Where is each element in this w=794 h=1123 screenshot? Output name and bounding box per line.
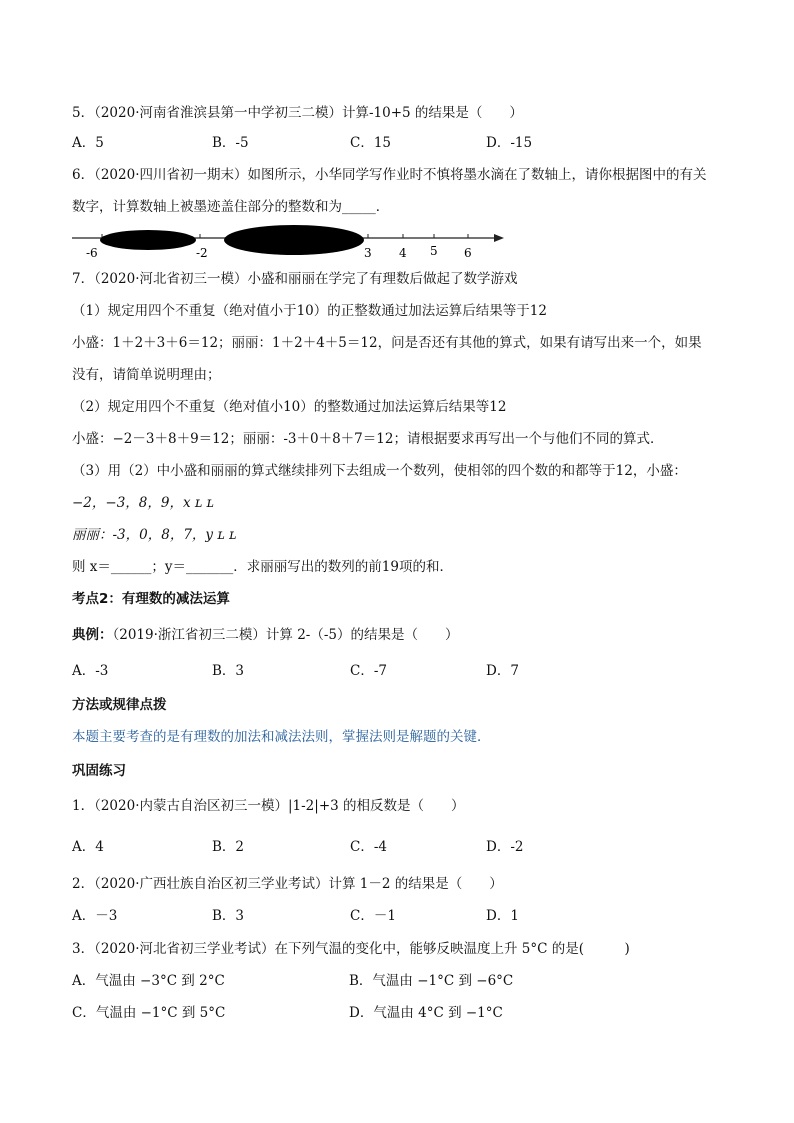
example-stem (72, 626, 459, 644)
q5-option-c: C．15 (350, 135, 392, 151)
number-line-figure (72, 222, 512, 262)
method-title: 方法或规律点拨 (72, 697, 167, 713)
practice-title: 巩固练习 (72, 763, 126, 779)
p1-option-b: B．2 (212, 839, 245, 855)
number-line-svg (72, 222, 512, 262)
q7-line7: （3）用（2）中小盛和丽丽的算式继续排列下去组成一个数列，使相邻的四个数的和都等于12，小盛： (72, 463, 687, 479)
ink-blot-right (224, 225, 364, 255)
example-label: 典例： (72, 627, 113, 643)
q7-line6: 小盛：−2－3＋8＋9＝12；丽丽：-3＋0＋8＋7＝12；请根据要求再写出一个与他们不同的算式． (72, 431, 664, 447)
label-4: 4 (399, 246, 407, 260)
section-title-kaodian2: 考点2：有理数的减法运算 (72, 591, 230, 607)
method-text: 本题主要考查的是有理数的加法和减法法则，掌握法则是解题的关键． (72, 729, 491, 745)
p2-option-a: A．－3 (72, 908, 118, 924)
p2-option-c: C．－1 (350, 908, 396, 924)
label-minus6: -6 (86, 246, 98, 260)
example-option-c: C．-7 (350, 663, 387, 679)
q5-option-d: D．-15 (486, 135, 533, 151)
example-option-b: B．3 (212, 663, 245, 679)
label-3: 3 (364, 246, 372, 260)
q7-line2: （1）规定用四个不重复（绝对值小于10）的正整数通过加法运算后结果等于12 (72, 303, 547, 319)
p1-option-d: D．-2 (486, 839, 524, 855)
p3-stem: 3．（2020·河北省初三学业考试）在下列气温的变化中，能够反映温度上升 5°C 的是( ) (72, 941, 630, 957)
p1-option-c: C．-4 (350, 839, 387, 855)
q7-line8: −2，−3，8，9，x ʟ ʟ (72, 495, 214, 511)
q7-line4: 没有，请简单说明理由； (72, 367, 221, 383)
label-minus2: -2 (196, 246, 208, 260)
axis-arrow (494, 234, 504, 242)
q7-line10: 则 x＝______；y＝_______．求丽丽写出的数列的前19项的和． (72, 559, 453, 575)
p3-option-c: C．气温由 −1°C 到 5°C (72, 1005, 226, 1021)
p3-option-b: B．气温由 −1°C 到 −6°C (349, 973, 514, 989)
example-option-d: D．7 (486, 663, 519, 679)
example-stem-text: （2019·浙江省初三二模）计算 2-（-5）的结果是（ ） (112, 627, 459, 643)
label-5: 5 (430, 244, 438, 258)
q5-option-a: A．5 (72, 135, 104, 151)
p2-option-d: D．1 (486, 908, 519, 924)
p3-option-d: D．气温由 4°C 到 −1°C (349, 1005, 503, 1021)
q5-stem: 5．（2020·河南省淮滨县第一中学初三二模）计算-10+5 的结果是（ ） (72, 105, 523, 121)
p2-stem: 2．（2020·广西壮族自治区初三学业考试）计算 1－2 的结果是（ ） (72, 876, 503, 892)
example-option-a: A．-3 (72, 663, 109, 679)
ink-blot-left (100, 230, 196, 250)
p2-option-b: B．3 (212, 908, 245, 924)
label-6: 6 (464, 246, 472, 260)
q6-line1: 6．（2020·四川省初一期末）如图所示，小华同学写作业时不慎将墨水滴在了数轴上，请你根据图中的有关 (72, 167, 707, 183)
p1-stem: 1．（2020·内蒙古自治区初三一模）|1-2|+3 的相反数是（ ） (72, 798, 465, 814)
p1-option-a: A．4 (72, 839, 104, 855)
q7-line9: 丽丽：-3，0，8，7，y ʟ ʟ (72, 527, 237, 543)
p3-option-a: A．气温由 −3°C 到 2°C (72, 973, 225, 989)
q6-line2: 数字，计算数轴上被墨迹盖住部分的整数和为_____． (72, 199, 390, 215)
q7-line1: 7．（2020·河北省初三一模）小盛和丽丽在学完了有理数后做起了数学游戏 (72, 271, 518, 287)
q7-line5: （2）规定用四个不重复（绝对值小10）的整数通过加法运算后结果等12 (72, 399, 507, 415)
q7-line3: 小盛：1＋2＋3＋6＝12；丽丽：1＋2＋4＋5＝12，问是否还有其他的算式，如果有请写出来一个，如果 (72, 335, 702, 351)
q5-option-b: B．-5 (212, 135, 249, 151)
